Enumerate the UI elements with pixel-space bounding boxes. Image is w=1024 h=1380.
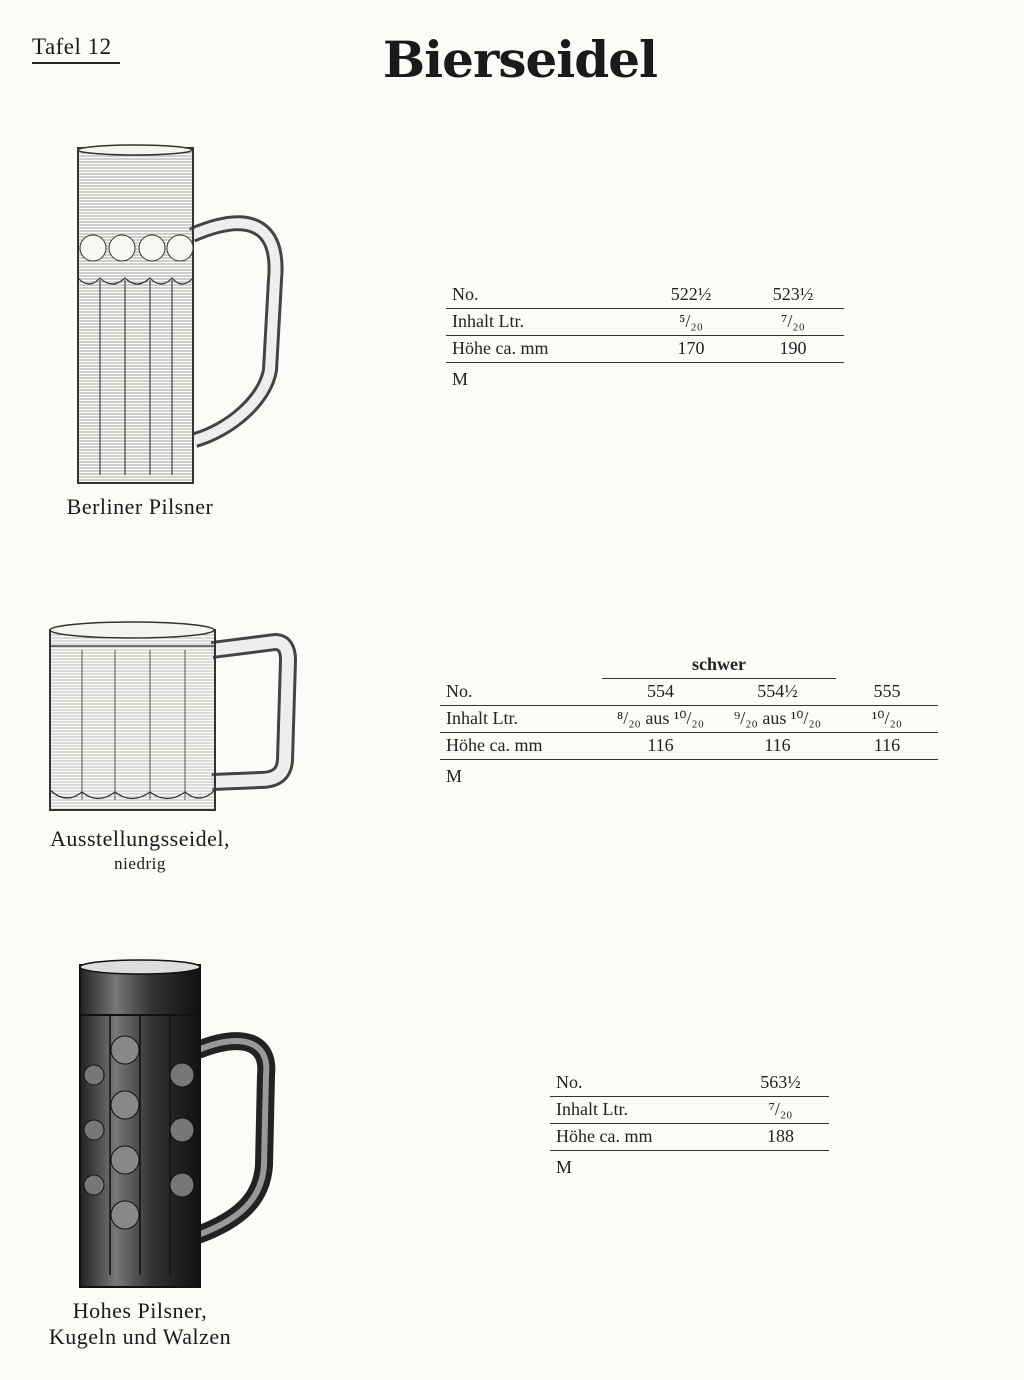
table-row-height [446, 336, 844, 363]
cell-value: 116 [602, 733, 719, 760]
cell-value: 188 [732, 1124, 829, 1151]
ausstellungsseidel-mug-illustration [40, 610, 300, 820]
row-label: M [556, 1157, 573, 1177]
table-row-capacity [550, 1097, 829, 1124]
cell-value: 554 [602, 679, 719, 706]
cell-value: 190 [742, 336, 844, 363]
caption-line: Ausstellungsseidel, [50, 826, 230, 851]
item-caption-ausstellungsseidel [20, 826, 260, 874]
cell-value: 116 [836, 733, 938, 760]
row-label: Inhalt Ltr. [440, 706, 602, 733]
row-label: Höhe ca. mm [440, 733, 602, 760]
cell-value: 170 [640, 336, 742, 363]
caption-line: Hohes Pilsner, [72, 1298, 208, 1323]
table-row-number [550, 1070, 829, 1097]
table-row-price [550, 1151, 829, 1182]
table-row-capacity [446, 309, 844, 336]
item-caption-hohes-pilsner [20, 1298, 260, 1350]
table-row-number [440, 679, 938, 706]
berliner-pilsner-mug-illustration [60, 140, 290, 490]
cell-value: 563½ [732, 1070, 829, 1097]
cell-value: 522½ [640, 282, 742, 309]
hohes-pilsner-mug-illustration [70, 955, 280, 1295]
caption-line: Kugeln und Walzen [48, 1324, 232, 1349]
cell-value: ⁸/₂₀ aus ¹⁰/₂₀ [602, 706, 719, 733]
row-label: No. [446, 282, 608, 309]
cell-value: ⁵/₂₀ [640, 309, 742, 336]
row-label: No. [440, 679, 602, 706]
table-row-height [440, 733, 938, 760]
group-label-heavy: schwer [602, 652, 836, 679]
cell-value: 554½ [719, 679, 836, 706]
table-row-number [446, 282, 844, 309]
cell-value: ⁷/₂₀ [742, 309, 844, 336]
row-label: Inhalt Ltr. [550, 1097, 732, 1124]
spec-table-ausstellungsseidel [440, 652, 938, 790]
spec-table-berliner-pilsner [446, 282, 844, 393]
caption-subline: niedrig [114, 854, 166, 873]
row-label: No. [550, 1070, 732, 1097]
cell-value: 555 [836, 679, 938, 706]
row-label: Höhe ca. mm [446, 336, 608, 363]
cell-value: ¹⁰/₂₀ [836, 706, 938, 733]
item-caption-berliner-pilsner [40, 494, 240, 520]
table-row-price [446, 363, 844, 394]
page-title: Bierseidel [382, 30, 658, 89]
table-row-height [550, 1124, 829, 1151]
cell-value: 523½ [742, 282, 844, 309]
cell-value: ⁷/₂₀ [732, 1097, 829, 1124]
plate-number: Tafel 12 [32, 34, 120, 64]
table-row-capacity [440, 706, 938, 733]
row-label: M [446, 766, 463, 786]
caption-line: Berliner Pilsner [66, 494, 214, 519]
cell-value: ⁹/₂₀ aus ¹⁰/₂₀ [719, 706, 836, 733]
row-label: Inhalt Ltr. [446, 309, 608, 336]
cell-value: 116 [719, 733, 836, 760]
row-label: M [452, 369, 469, 389]
row-label: Höhe ca. mm [550, 1124, 732, 1151]
spec-table-hohes-pilsner [550, 1070, 829, 1181]
table-row-price [440, 760, 938, 791]
